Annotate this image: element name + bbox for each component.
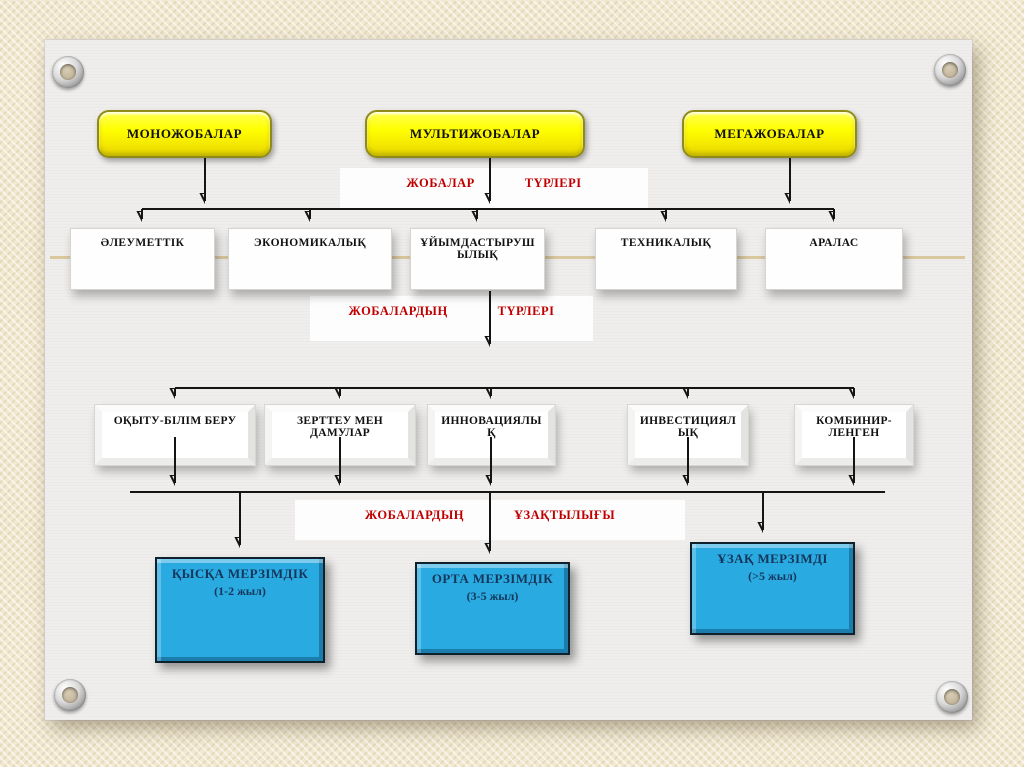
section-label-projects-kinds <box>310 296 593 341</box>
label-word: ТҮРЛЕРІ <box>524 176 582 190</box>
node-mixed: АРАЛАС <box>765 228 903 290</box>
node-mid-term <box>415 562 570 655</box>
screw-icon <box>934 54 966 86</box>
label-word: ЖОБАЛАРДЫҢ <box>348 304 448 318</box>
duration-subtitle: (1-2 жыл) <box>214 584 266 598</box>
node-long-term <box>690 542 855 635</box>
duration-subtitle: (3-5 жыл) <box>466 589 519 603</box>
section-label-project-types <box>340 168 648 208</box>
node-monoprojects: МОНОЖОБАЛАР <box>97 110 272 158</box>
screw-icon <box>52 56 84 88</box>
duration-subtitle: (>5 жыл) <box>748 569 797 583</box>
duration-title: ОРТА МЕРЗІМДІК <box>431 571 554 586</box>
node-social: ӘЛЕУМЕТТІК <box>70 228 215 290</box>
screw-icon <box>936 681 968 713</box>
label-word: ҰЗАҚТЫЛЫҒЫ <box>513 508 616 522</box>
node-investment: ИНВЕСТИЦИЯЛЫҚ <box>628 405 748 465</box>
duration-title: ҚЫСҚА МЕРЗІМДІК <box>171 566 309 581</box>
node-research: ЗЕРТТЕУ МЕН ДАМУЛАР <box>265 405 415 465</box>
label-word: ЖОБАЛАР <box>406 176 475 190</box>
section-label-project-duration <box>295 500 685 540</box>
node-economic: ЭКОНОМИКАЛЫҚ <box>228 228 392 290</box>
node-education: ОҚЫТУ-БІЛІМ БЕРУ <box>95 405 255 465</box>
node-short-term <box>155 557 325 663</box>
screw-icon <box>54 679 86 711</box>
duration-title: ҰЗАҚ МЕРЗІМДІ <box>717 551 828 566</box>
node-technical: ТЕХНИКАЛЫҚ <box>595 228 737 290</box>
label-word: ТҮРЛЕРІ <box>497 304 555 318</box>
node-innovation: ИННОВАЦИЯЛЫҚ <box>428 405 555 465</box>
node-multiprojects: МУЛЬТИЖОБАЛАР <box>365 110 585 158</box>
node-organizational: ҰЙЫМДАСТЫРУШЫЛЫҚ <box>410 228 545 290</box>
label-word: ЖОБАЛАРДЫҢ <box>364 508 464 522</box>
node-megaprojects: МЕГАЖОБАЛАР <box>682 110 857 158</box>
node-combined: КОМБИНИР-ЛЕНГЕН <box>795 405 913 465</box>
